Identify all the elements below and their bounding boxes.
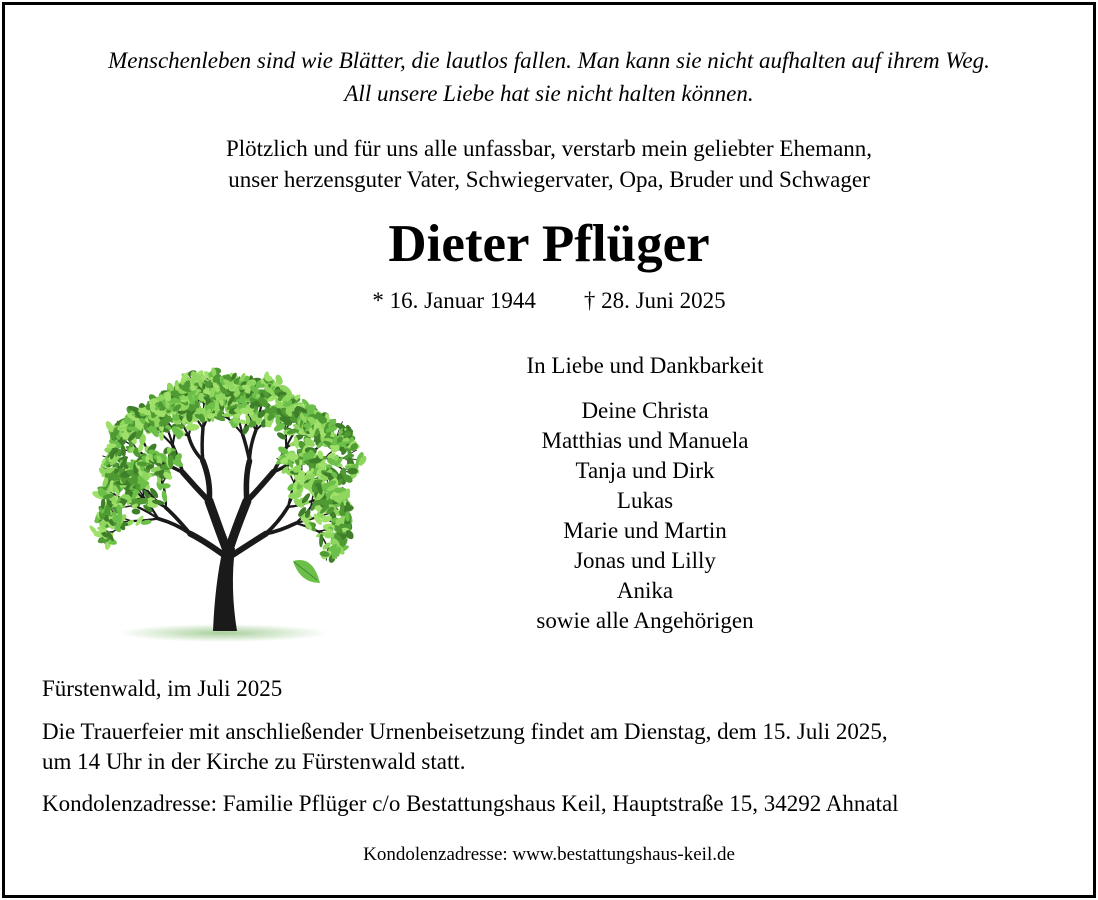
ceremony-line-1: Die Trauerfeier mit anschließender Urnenbeisetzung findet am Dienstag, dem 15. Juli 2025, [42,719,888,744]
quote [0,44,1098,110]
intro-text [0,133,1098,195]
intro-line-2: unser herzensguter Vater, Schwiegervater, Opa, Bruder und Schwager [228,167,870,192]
list-item: Tanja und Dirk [575,458,715,483]
birth-date: * 16. Januar 1944 [372,288,536,313]
list-item: Marie und Martin [563,518,727,543]
list-item: Lukas [616,488,674,513]
mourners-list [495,396,795,636]
death-date: † 28. Juni 2025 [583,288,726,313]
list-item: Deine Christa [581,398,709,423]
condolence-address: Kondolenzadresse: Familie Pflüger c/o Bestattungshaus Keil, Hauptstraße 15, 34292 Ahnatal [42,791,899,816]
list-item: Matthias und Manuela [541,428,749,453]
list-item: sowie alle Angehörigen [536,608,754,633]
deceased-name: Dieter Pflüger [388,215,710,273]
list-item: Anika [616,578,674,603]
tree-icon [65,333,375,653]
quote-line-1: Menschenleben sind wie Blätter, die lautlos fallen. Man kann sie nicht aufhalten auf ihrem Weg. [108,48,990,73]
intro-line-1: Plötzlich und für uns alle unfassbar, verstarb mein geliebter Ehemann, [225,136,873,161]
place-date: Fürstenwald, im Juli 2025 [42,676,283,701]
footer-website: Kondolenzadresse: www.bestattungshaus-keil.de [363,844,735,865]
mourners [495,351,795,636]
life-dates [0,286,1098,316]
list-item: Jonas und Lilly [574,548,716,573]
ceremony-line-2: um 14 Uhr in der Kirche zu Fürstenwald statt. [42,749,466,774]
ceremony-info [42,717,1062,777]
quote-line-2: All unsere Liebe hat sie nicht halten können. [344,81,754,106]
mourners-heading: In Liebe und Dankbarkeit [526,353,764,378]
